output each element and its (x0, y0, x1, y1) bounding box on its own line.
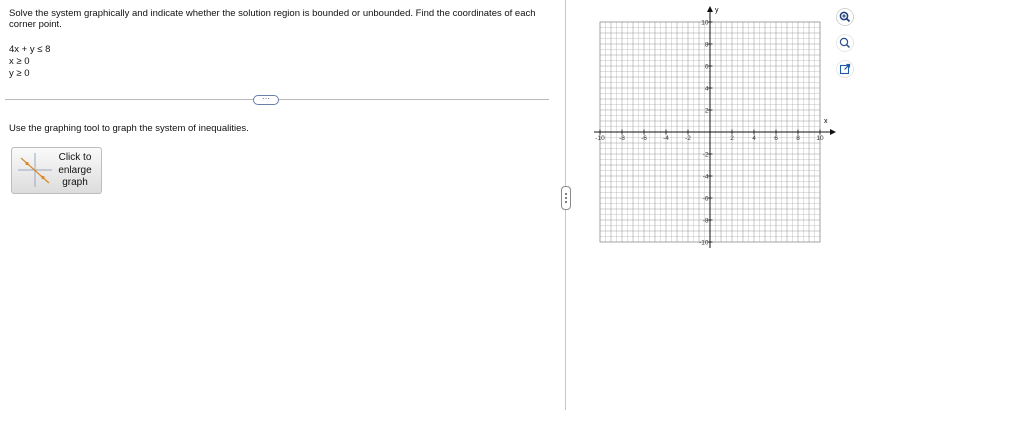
popout-icon (836, 60, 854, 78)
question-text: Solve the system graphically and indicate whether the solution region is bounded or unbounded. Find the coordinates of each corner point. (9, 8, 536, 30)
y-tick-label: -6 (702, 195, 709, 203)
y-axis-arrow (707, 6, 713, 12)
x-tick-label: -8 (619, 135, 625, 142)
popout-button[interactable] (836, 60, 854, 78)
graph-thumbnail-icon (16, 151, 54, 189)
x-tick-label: 4 (752, 135, 756, 142)
inequality-3: y ≥ 0 (9, 68, 30, 79)
y-tick-label: 6 (704, 63, 709, 71)
zoom-out-icon (836, 34, 854, 52)
x-axis-label: x (824, 118, 828, 125)
y-tick-label: -10 (699, 239, 709, 247)
x-tick-label: -4 (663, 135, 669, 142)
zoom-in-button[interactable] (836, 8, 854, 26)
y-tick-label: -8 (702, 217, 709, 225)
pane-resize-handle[interactable] (561, 186, 571, 210)
instruction-text: Use the graphing tool to graph the system of inequalities. (9, 123, 249, 134)
y-tick-label: -4 (702, 173, 709, 181)
show-more-button[interactable]: ··· (253, 95, 279, 105)
x-tick-label: -2 (685, 135, 691, 142)
zoom-out-button[interactable] (836, 34, 854, 52)
x-tick-label: 8 (796, 135, 800, 142)
x-tick-label: 2 (730, 135, 734, 142)
zoom-in-icon (836, 8, 854, 26)
y-tick-label: 2 (704, 107, 709, 115)
y-tick-label: 10 (701, 19, 709, 27)
x-axis-arrow (830, 129, 836, 135)
coordinate-graph[interactable] (590, 0, 840, 250)
x-tick-label: -10 (595, 135, 605, 142)
enlarge-graph-label: Click to enlarge graph (58, 152, 92, 188)
y-tick-label: 4 (704, 85, 709, 93)
y-tick-label: -2 (702, 151, 709, 159)
y-tick-label: 8 (704, 41, 709, 49)
x-tick-label: -6 (641, 135, 647, 142)
y-axis-label: y (715, 7, 719, 14)
x-tick-label: 6 (774, 135, 778, 142)
enlarge-graph-button[interactable] (11, 147, 102, 194)
inequality-2: x ≥ 0 (9, 56, 30, 67)
x-tick-label: 10 (816, 135, 824, 142)
inequality-1: 4x + y ≤ 8 (9, 44, 51, 55)
